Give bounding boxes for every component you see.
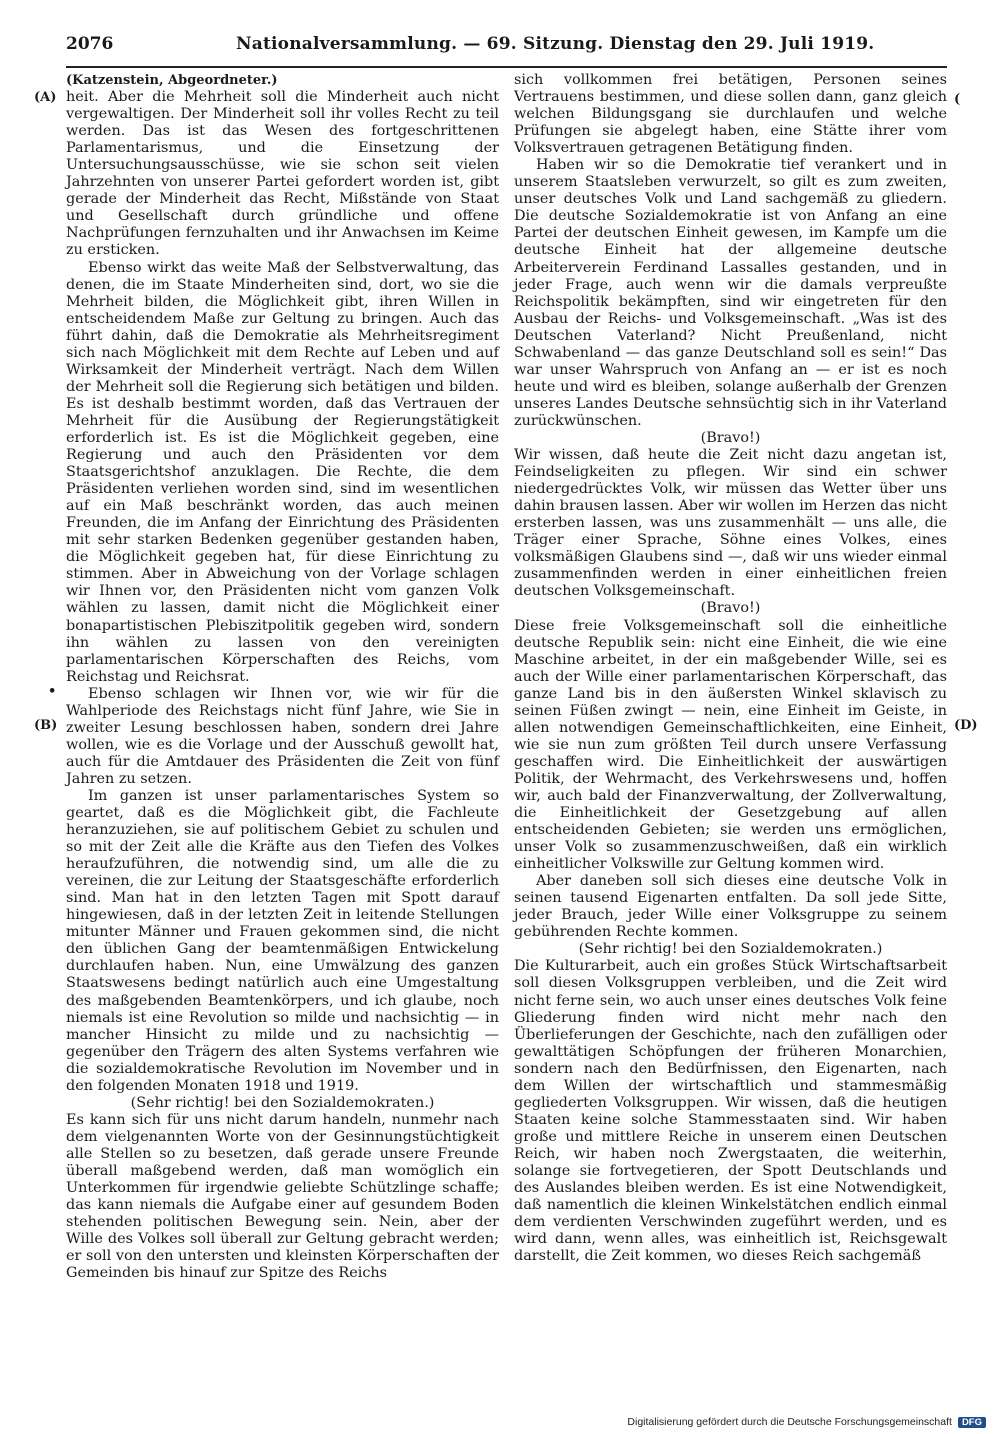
margin-mark-a: (A) xyxy=(34,90,57,105)
left-paragraph-1: heit. Aber die Mehrheit soll die Minderheit auch nicht vergewaltigen. Der Minderheit soll ihr volles Recht zu teil werden. Das ist das Wesen des fortgeschrittenen Parlamentarismus, und die Einsetzung der Untersuchungsausschüsse, wie sie schon seit vielen Jahrzehnten von unserer Partei gefordert worden ist, gibt gerade der Minderheit das Recht, Mißstände von Staat und Gesellschaft durch gründliche und offene Nachprüfungen fernzuhalten und ihr Anwachsen im Keime zu ersticken. xyxy=(66,89,499,259)
speaker-label: (Katzenstein, Abgeordneter.) xyxy=(66,73,278,88)
left-paragraph-2: Ebenso wirkt das weite Maß der Selbstverwaltung, das denen, die im Staate Minderheiten sind, dort, wo sie die Mehrheit bilden, die Möglichkeit gibt, ihren Willen in entscheidendem Maße zur Geltung zu bringen. Auch das führt dahin, daß die Demokratie als Mehrheitsregiment sich nach Möglichkeit mit dem Rechte auf Leben und auf Wirksamkeit der Minderheit verträgt. Nach dem Willen der Mehrheit soll die Regierung sich betätigen und bilden. Es ist deshalb bestimmt worden, daß das Vertrauen der Mehrheit für die Ausübung der Regierungstätigkeit erforderlich ist. Es ist die Möglichkeit gegeben, eine Regierung und auch den Präsidenten vor dem Staatsgerichtshof anzuklagen. Die Rechte, die dem Präsidenten verliehen worden sind, sind im wesentlichen auf ein Maß beschränkt worden, das auch meinen Freunden, die im Anfang der Einrichtung des Präsidenten mit sehr starken Bedenken gegenüber gestanden haben, die Möglichkeit gegeben hat, für diese Einrichtung zu stimmen. Aber in Abweichung von der Vorlage schlagen wir Ihnen vor, den Präsidenten nicht vom ganzen Volk wählen zu lassen, damit nicht die Möglichkeit einer bonapartistischen Plebiszitpolitik gegeben wird, sondern ihn wählen zu lassen von den vereinigten parlamentarischen Körperschaften des Reichs, vom Reichstag und Reichsrat. xyxy=(66,259,499,685)
right-column xyxy=(514,72,947,1265)
page-number: 2076 xyxy=(66,34,114,54)
left-paragraph-3: Ebenso schlagen wir Ihnen vor, wie wir für die Wahlperiode des Reichstags nicht fünf Jahre, wie Sie in zweiter Lesung beschlossen haben, sondern drei Jahre wollen, wie es die Vorlage und der Ausschuß gewollt hat, auch für die Amtdauer des Präsidenten die Zeit von fünf Jahren zu setzen. xyxy=(66,685,499,787)
dfg-logo-icon: DFG xyxy=(958,1417,986,1428)
right-paragraph-2: Haben wir so die Demokratie tief verankert und in unserem Staatsleben verwurzelt, so gilt es zum zweiten, unser deutsches Volk und Land sachgemäß zu gliedern. Die deutsche Sozialdemokratie ist von Anfang an eine Partei der deutschen Einheit gewesen, im Kampfe um die deutsche Einheit hat der allgemeine deutsche Arbeiterverein Ferdinand Lassalles gestanden, und in jeder Frage, auch wenn wir die damals verpreußte Reichspolitik bekämpften, sind wir eingetreten für den Ausbau der Reichs- und Volksgemeinschaft. „Was ist des Deutschen Vaterland? Nicht Preußenland, nicht Schwabenland — das ganze Deutschland soll es sein!“ Das war unser Wahrspruch von Anfang an — er ist es noch heute und wird es bleiben, solange außerhalb der Grenzen unseres Landes Deutsche sehnsüchtig sich in ihr Vaterland zurückwünschen. xyxy=(514,157,947,429)
running-head: Nationalversammlung. — 69. Sitzung. Dienstag den 29. Juli 1919. xyxy=(236,34,875,54)
right-paragraph-4: Diese freie Volksgemeinschaft soll die einheitliche deutsche Republik sein: nicht eine Einheit, die wie eine Maschine arbeitet, in der ein maßgebender Wille, sei es auch der Wille einer parlamentarischen Körperschaft, das ganze Land bis in den äußersten Winkel sklavisch zu seinen Füßen zwingt — nein, eine Einheit im Geiste, in allen notwendigen Gemeinschaftlichkeiten, eine Einheit, wie sie nun zum größten Teil durch unsere Verfassung geschaffen wird. Die Einheitlichkeit der auswärtigen Politik, der Wehrmacht, des Verkehrswesens und, hoffen wir, auch bald der Finanzverwaltung, der Zollverwaltung, die Einheitlichkeit der Gesetzgebung auf allen entscheidenden Gebieten; sie werden uns ermöglichen, unser Volk so zusammenzuschweißen, daß ein wirklich einheitlicher Volkswille zur Geltung kommen wird. xyxy=(514,617,947,873)
margin-bullet: • xyxy=(48,684,57,699)
right-paragraph-3: Wir wissen, daß heute die Zeit nicht dazu angetan ist, Feindseligkeiten zu pflegen. Wir sind ein schwer niedergedrücktes Volk, wir müssen das Wetter über uns dahin brausen lassen. Aber wir wollen im Herzen das nicht ersterben lassen, was uns zusammenhält — uns alle, die Träger einer Sprache, Söhne eines Volkes, eines volksmäßigen Glaubens sind —, daß wir uns wieder einmal zusammenfinden werden in einer einheitlichen freien deutschen Volksgemeinschaft. xyxy=(514,447,947,600)
right-interjection: (Sehr richtig! bei den Sozialdemokraten.) xyxy=(578,941,883,958)
right-interjection-bravo-1: (Bravo!) xyxy=(700,429,761,446)
right-interjection-bravo-2: (Bravo!) xyxy=(700,600,761,617)
header-rule xyxy=(66,66,947,68)
footer-credit: Digitalisierung gefördert durch die Deutsche Forschungsgemeinschaft xyxy=(627,1416,952,1428)
right-paragraph-6: Die Kulturarbeit, auch ein großes Stück Wirtschaftsarbeit soll diesen Volksgruppen verbleiben, und die Zeit wird nicht ferne sein, wo auch unser eines deutsches Volk feine Gliederung finden wird nicht mehr nach den Überlieferungen der Geschichte, nach den zufälligen oder gewalttätigen Schöpfungen der früheren Monarchien, sondern nach den Bedürfnissen, den Eigenarten, nach dem Willen der wirtschaftlich und stammesmäßig gegliederten Volksgruppen. Wir wissen, daß die heutigen Staaten keine solche Stammesstaaten sind. Wir haben große und mittlere Reiche in unserem einen Deutschen Reich, wir haben noch Zwergstaaten, die weiterhin, solange sie fortvegetieren, der Spott Deutschlands und des Auslandes bleiben werden. Es ist eine Notwendigkeit, daß namentlich die kleinen Winkelstätchen endlich einmal dem verdienten Verschwinden zugeführt werden, und es wird dann, wenn alles, was einheitlich ist, Reichsgewalt darstellt, die Zeit kommen, wo dieses Reich sachgemäß xyxy=(514,958,947,1265)
margin-mark-d: (D) xyxy=(954,718,978,733)
margin-bracket-c: ( xyxy=(954,92,961,107)
page-header xyxy=(66,34,946,64)
margin-mark-b: (B) xyxy=(34,718,58,733)
digitization-footer xyxy=(627,1416,986,1428)
right-paragraph-5: Aber daneben soll sich dieses eine deutsche Volk in seinen tausend Eigenarten entfalten. Da soll jede Sitte, jeder Brauch, jeder Wille einer Volksgruppe zu seinem gebührenden Rechte kommen. xyxy=(514,873,947,941)
left-column xyxy=(66,72,499,1282)
left-paragraph-5: Es kann sich für uns nicht darum handeln, nunmehr nach dem vielgenannten Worte von der Gesinnungstüchtigkeit alle Stellen so zu besetzen, daß gerade unsere Freunde überall maßgebend werden, daß man womöglich ein Unterkommen für irgendwie geliebte Schützlinge schaffe; das kann niemals die Aufgabe einer auf gesundem Boden stehenden politischen Bewegung sein. Nein, aber der Wille des Volkes soll überall zur Geltung gebracht werden; er soll von den untersten und kleinsten Körperschaften der Gemeinden bis hinauf zur Spitze des Reichs xyxy=(66,1111,499,1282)
left-interjection: (Sehr richtig! bei den Sozialdemokraten.) xyxy=(130,1094,435,1111)
left-paragraph-4: Im ganzen ist unser parlamentarisches System so geartet, daß es die Möglichkeit gibt, die Fachleute heranzuziehen, sie auf politischem Gebiet zu schulen und so mit der Zeit alle die Kräfte aus den Tiefen des Volkes heraufzuführen, die notwendig sind, um alle die zu vereinen, die zur Leitung der Staatsgeschäfte erforderlich sind. Man hat in den letzten Tagen mit Spott darauf hingewiesen, daß in der letzten Zeit in leitende Stellungen mitunter Männer und Frauen gekommen sind, die nicht den üblichen Gang der beamtenmäßigen Entwickelung durchlaufen haben. Nun, eine Umwälzung des ganzen Staatswesens bedingt natürlich auch eine Umgestaltung des maßgebenden Beamtenkörpers, und ich glaube, noch niemals ist eine Revolution so milde und nachsichtig — in mancher Hinsicht zu milde und zu nachsichtig — gegenüber den Trägern des alten Systems verfahren wie die sozialdemokratische Revolution im November und in den folgenden Monaten 1918 und 1919. xyxy=(66,787,499,1094)
right-paragraph-1: sich vollkommen frei betätigen, Personen seines Vertrauens bestimmen, und diese sollen dann, ganz gleich welchen Bildungsgang sie durchlaufen und welche Prüfungen sie abgelegt haben, eine Stätte ihrer vom Volksvertrauen getragenen Betätigung finden. xyxy=(514,72,947,157)
